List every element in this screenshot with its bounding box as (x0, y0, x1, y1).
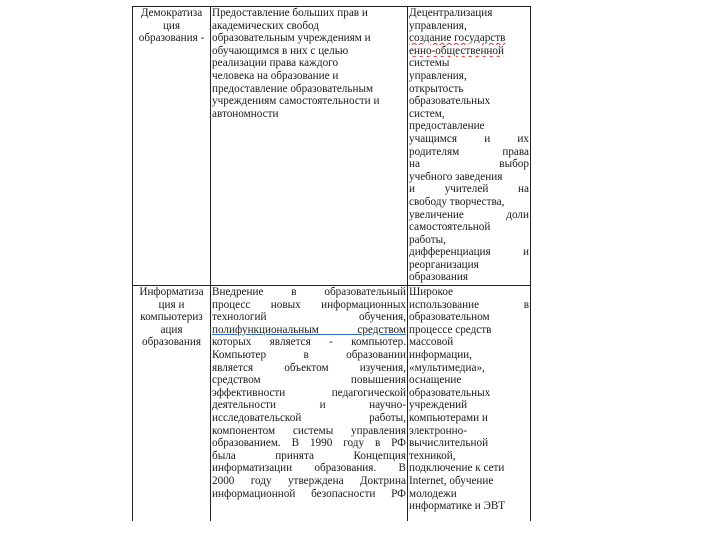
text-line: эффективности педагогической (212, 386, 406, 399)
text-line: академических свобод (212, 19, 319, 32)
text-line: исследовательской работы, (212, 411, 406, 424)
text-line: Internet, обучение (409, 474, 494, 487)
text-line: Широкое (409, 286, 454, 298)
text-line: дифференциация и (409, 246, 529, 259)
text-line: родителям права (409, 145, 529, 158)
text-line: молодежи (409, 487, 457, 500)
text-line: подключение к сети (409, 462, 505, 475)
text-line: средством повышения (212, 374, 406, 387)
text-line: Компьютер в образовании (212, 348, 406, 361)
text-line: реорганизация (409, 258, 479, 271)
text-line: процессе средств (409, 323, 492, 336)
spellcheck-line: енно-общественной (409, 44, 504, 57)
text-line: учебного заведения (409, 170, 503, 183)
category-line: компьютериз (140, 311, 203, 324)
text-line: является объектом изучения, (212, 361, 406, 374)
text-line: оснащение (409, 374, 462, 387)
text-line: Децентрализация (409, 7, 493, 19)
text-line: человека на образование и (212, 69, 339, 82)
category-cell (133, 286, 211, 522)
text-line: обучающимся в них с целью (212, 44, 349, 57)
text-line: которых является - компьютер. (212, 336, 406, 349)
text-line: управления, (409, 69, 467, 82)
text-line: Предоставление больших прав и (212, 7, 368, 19)
document-page (132, 6, 530, 534)
text-line: системы (409, 57, 450, 70)
text-line: использование в (409, 298, 529, 311)
text-line: техникой, (409, 449, 456, 462)
category-cell (133, 7, 211, 286)
text-line: автономности (212, 107, 279, 120)
text-line: электронно- (409, 424, 467, 437)
text-line: работы, (409, 233, 446, 246)
text-line: массовой (409, 336, 454, 349)
text-line: образовательных (409, 95, 491, 108)
text-line: самостоятельной (409, 221, 491, 234)
text-line: учреждениям самостоятельности и (212, 95, 380, 108)
text-line: информационной безопасности РФ (212, 487, 406, 500)
category-line: образования (141, 336, 201, 349)
text-line: свободу творчества, (409, 195, 505, 208)
category-line: Демократиза (140, 7, 203, 19)
underlined-line: полифункциональным средством (212, 323, 406, 336)
text-line: процесс новых информационных (212, 298, 406, 311)
category-line: Информатиза (139, 286, 204, 298)
description-cell (211, 7, 408, 286)
text-line: управления, (409, 19, 467, 32)
category-line: ция (162, 19, 181, 32)
text-line: образовательным учреждениям и (212, 32, 371, 45)
text-line: 2000 году утверждена Доктрина (212, 474, 406, 487)
spellcheck-line: создание государств (409, 32, 506, 45)
examples-cell (408, 7, 531, 286)
text-line: Внедрение в образовательный (212, 286, 406, 298)
text-line: образованием. В 1990 году в РФ (212, 437, 406, 450)
text-line: увеличение доли (409, 208, 529, 221)
text-line: предоставление образовательным (212, 82, 374, 95)
table-row (133, 7, 531, 286)
text-line: деятельности и научно- (212, 399, 406, 412)
table-row (133, 286, 531, 522)
text-line: информатике и ЭВТ (409, 500, 506, 513)
text-line: открытость (409, 82, 464, 95)
text-line: компьютерами и (409, 411, 488, 424)
examples-cell (408, 286, 531, 522)
category-line: ация (160, 323, 183, 336)
description-cell (211, 286, 408, 522)
text-line: на выбор (409, 158, 529, 171)
text-line: компонентом системы управления (212, 424, 406, 437)
category-line: образования - (138, 32, 205, 45)
comparison-table (132, 6, 531, 521)
category-line: ция и (158, 298, 185, 311)
text-line: образовательных (409, 386, 491, 399)
text-line: информации, (409, 348, 472, 361)
text-line: предоставление (409, 120, 485, 133)
text-line: учащимся и их (409, 132, 529, 145)
text-line: образовательном (409, 311, 490, 324)
text-line: технологий обучения, (212, 311, 406, 324)
text-line: реализации права каждого (212, 57, 339, 70)
text-line: была принята Концепция (212, 449, 406, 462)
text-line: «мультимедиа», (409, 361, 485, 374)
text-line: вычислительной (409, 437, 489, 450)
text-line: образования (409, 271, 469, 284)
text-line: систем, (409, 107, 445, 120)
text-line: учреждений (409, 399, 468, 412)
text-line: и учителей на (409, 183, 529, 196)
text-line: информатизации образования. В (212, 462, 406, 475)
